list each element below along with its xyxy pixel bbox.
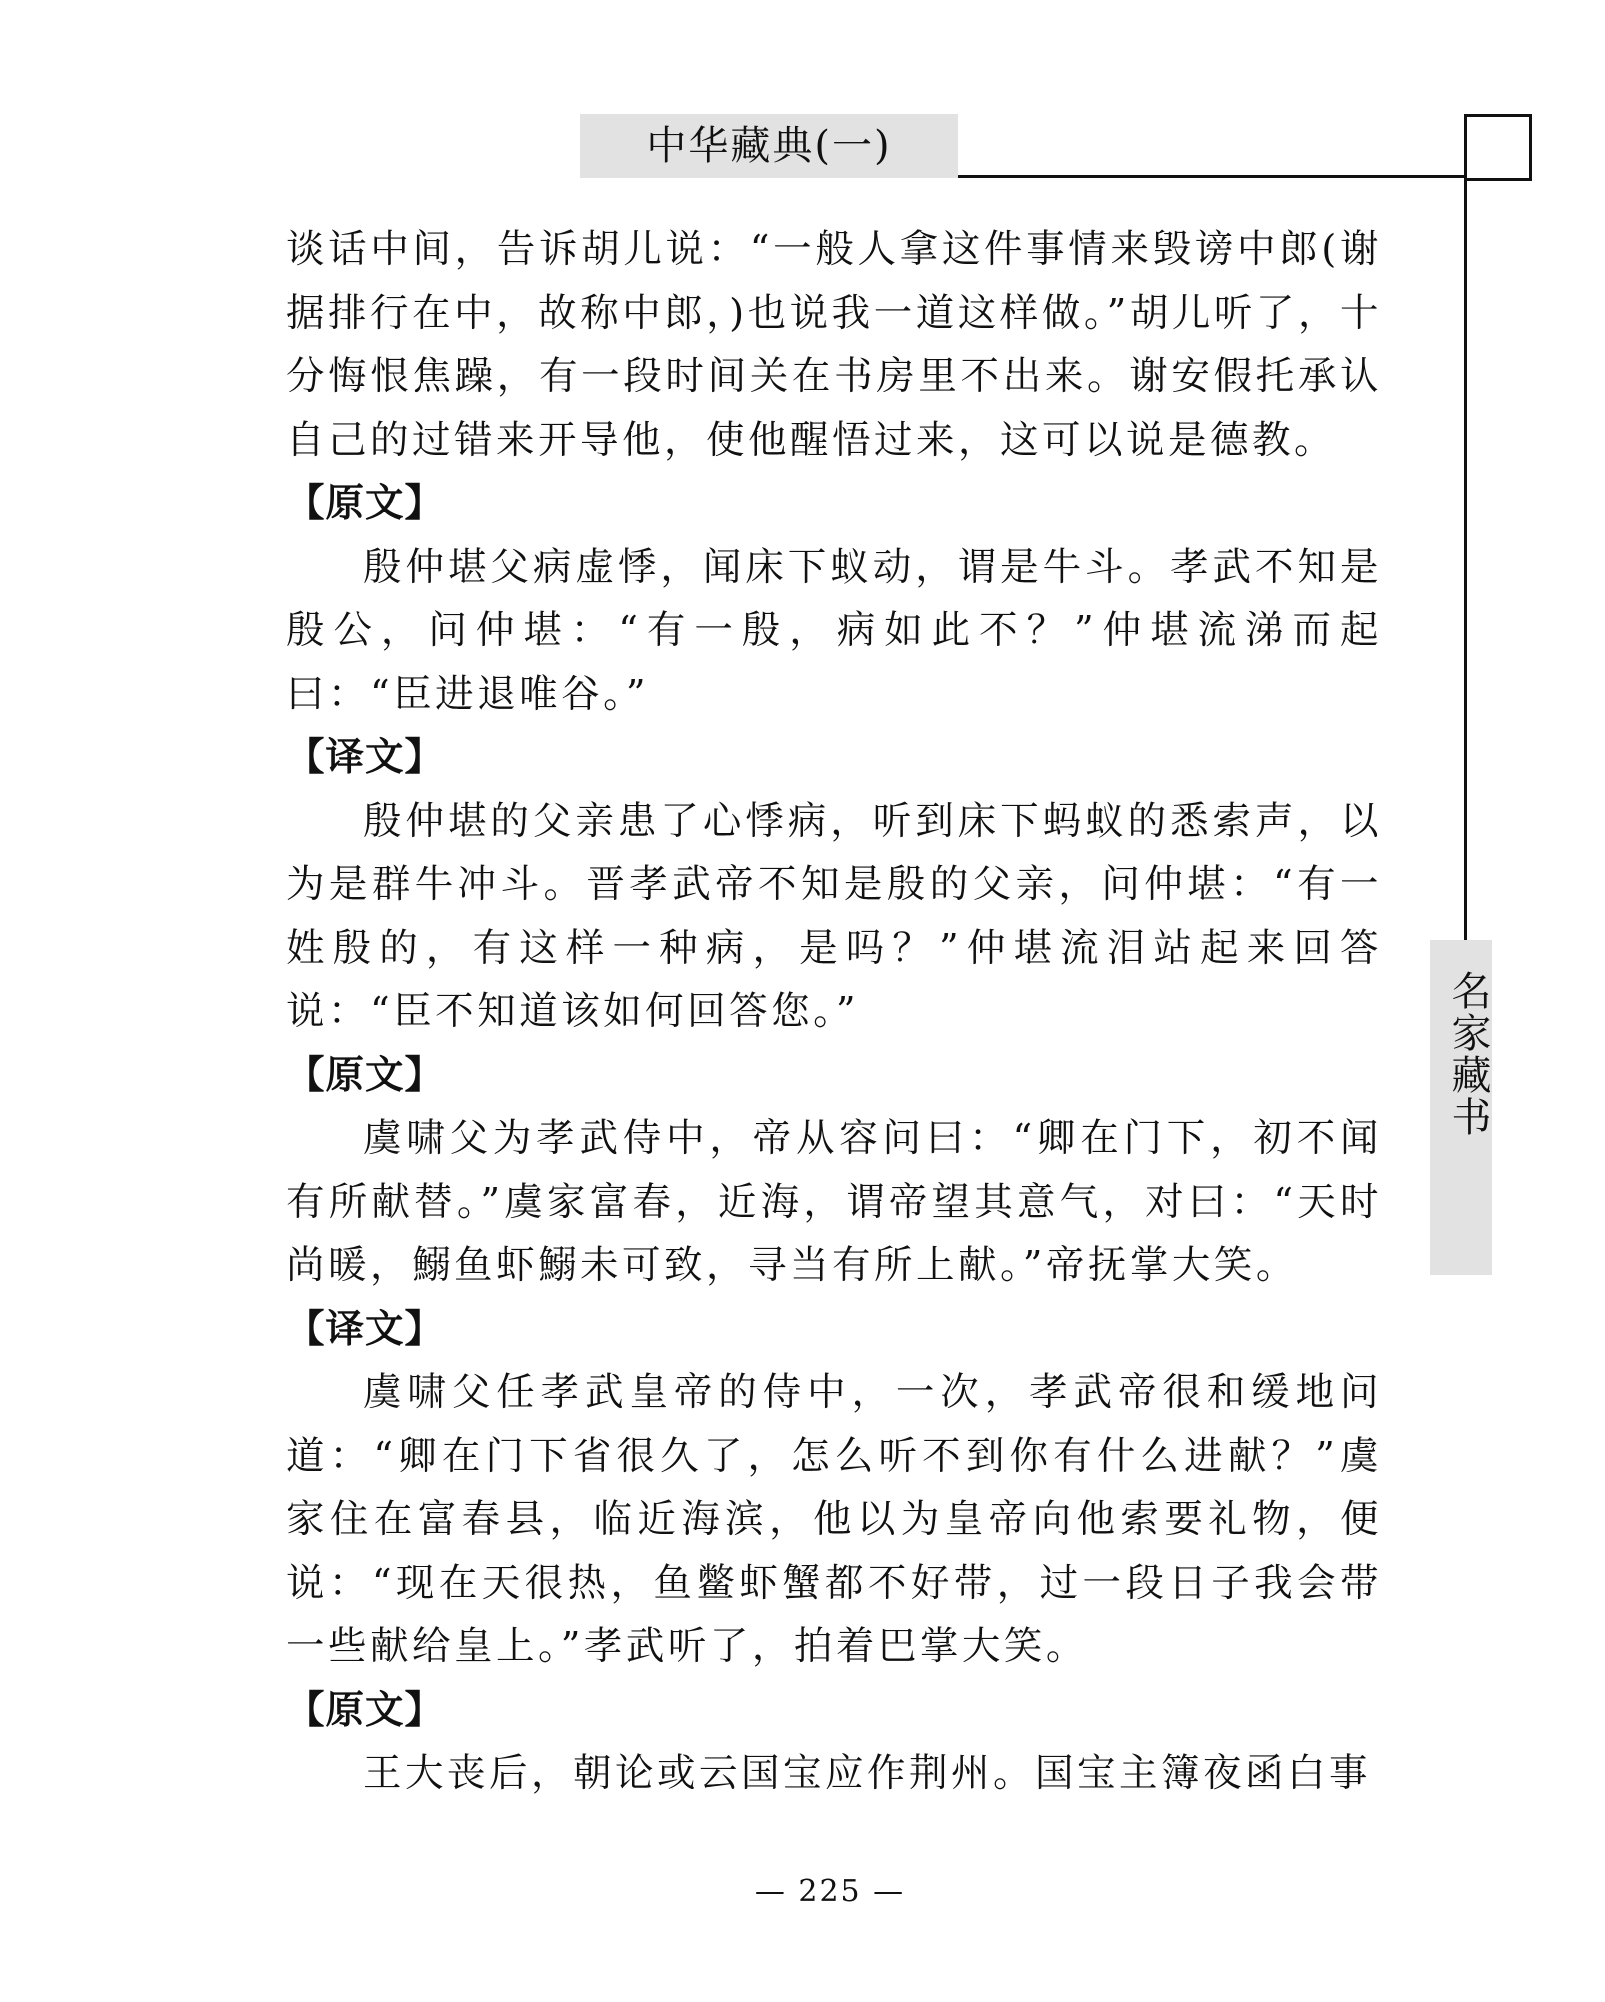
- section-heading-translation: 【译文】: [286, 735, 445, 780]
- side-tab-label: 名家藏书: [1445, 970, 1491, 1138]
- paragraph-translation: 殷仲堪的父亲患了心悸病，听到床下蚂蚁的悉索声，以为是群牛冲斗。晋孝武帝不知是殷的父亲，问仲堪：“有一姓殷的，有这样一种病，是吗？”仲堪流泪站起来回答说：“臣不知道该如何回答您。”: [286, 798, 1382, 1034]
- paragraph-original: 虞啸父为孝武侍中，帝从容问曰：“卿在门下，初不闻有所献替。”虞家富春，近海，谓帝望其意气，对曰：“天时尚暖，鰯鱼虾鰯未可致，寻当有所上献。”帝抚掌大笑。: [286, 1116, 1382, 1288]
- corner-box-decoration: [1464, 114, 1532, 181]
- side-rule: [1464, 178, 1467, 940]
- paragraph-original: 王大丧后，朝论或云国宝应作荆州。国宝主簿夜函白事: [363, 1751, 1372, 1796]
- paragraph-translation: 虞啸父任孝武皇帝的侍中，一次，孝武帝很和缓地问道：“卿在门下省很久了，怎么听不到你有什么进献？”虞家住在富春县，临近海滨，他以为皇帝向他索要礼物，便说：“现在天很热，鱼鳖虾蟹都不好带，过一段日子我会带一些献给皇上。”孝武听了，拍着巴掌大笑。: [286, 1370, 1382, 1669]
- section-heading-original: 【原文】: [286, 481, 445, 526]
- book-title: 中华藏典(一): [646, 123, 892, 169]
- section-heading-original: 【原文】: [286, 1052, 445, 1098]
- header-rule: [958, 175, 1466, 178]
- page-body: [286, 218, 1382, 1806]
- section-heading-translation: 【译文】: [286, 1306, 445, 1352]
- page-number: — 225 —: [754, 1874, 906, 1909]
- section-heading-original: 【原文】: [286, 1687, 445, 1733]
- paragraph-original: 殷仲堪父病虚悸，闻床下蚁动，谓是牛斗。孝武不知是殷公，问仲堪：“有一殷，病如此不？”仲堪流涕而起曰：“臣进退唯谷。”: [286, 544, 1382, 717]
- paragraph-continuation: 谈话中间，告诉胡儿说：“一般人拿这件事情来毁谤中郎(谢据排行在中，故称中郎，)也说我一道这样做。”胡儿听了，十分悔恨焦躁，有一段时间关在书房里不出来。谢安假托承认自己的过错来开导他，使他醒悟过来，这可以说是德教。: [286, 227, 1382, 463]
